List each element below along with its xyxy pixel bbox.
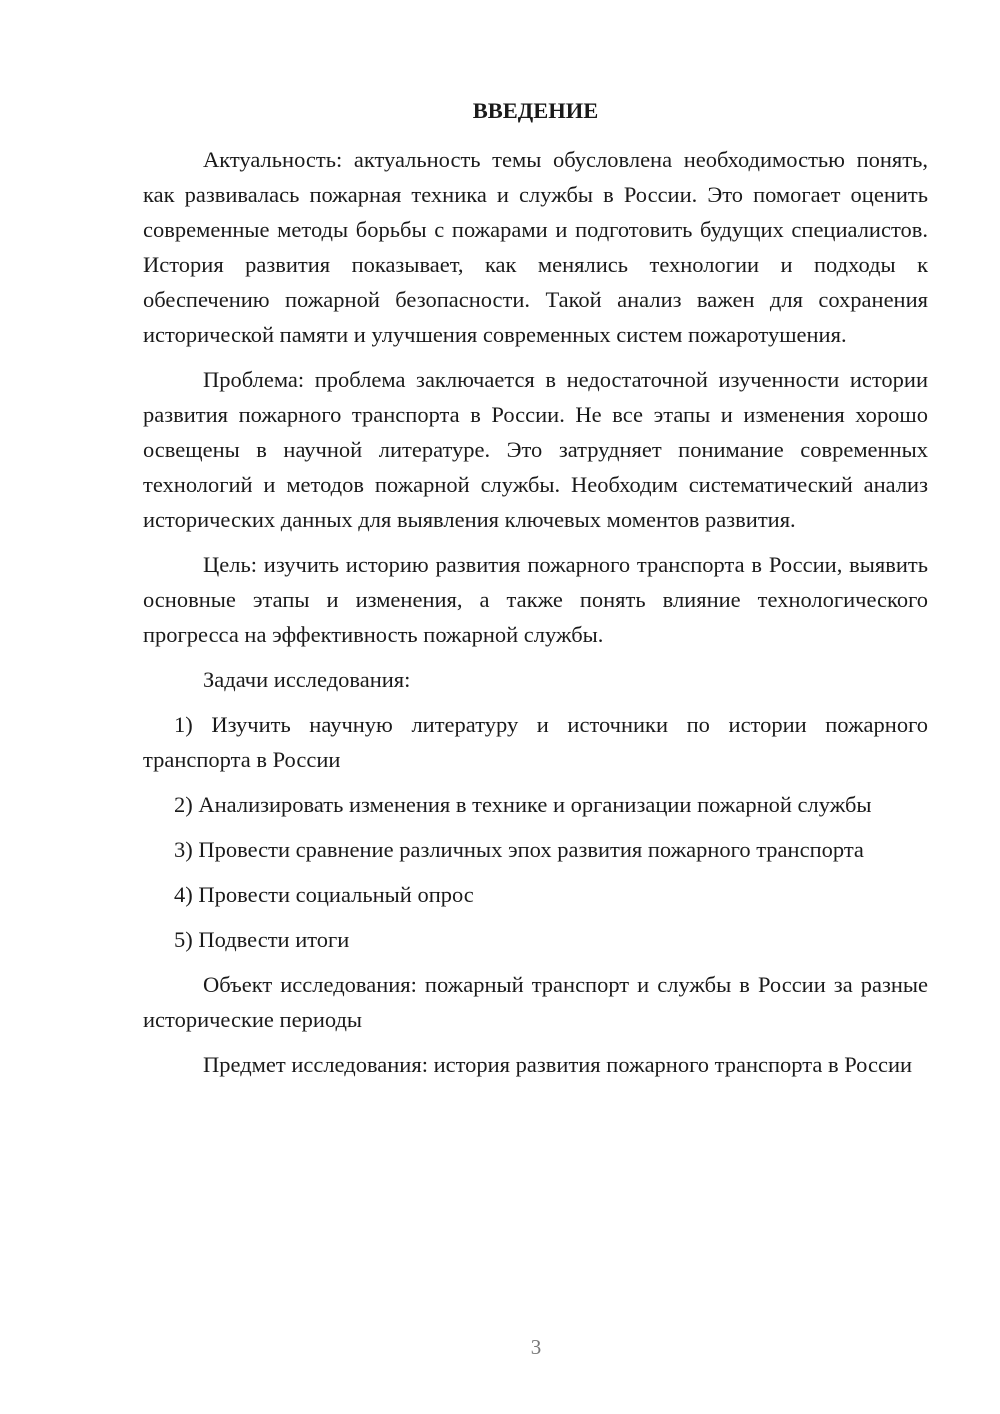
tasks-heading: Задачи исследования: [203, 667, 411, 692]
page-content [143, 96, 928, 1092]
page-title: ВВЕДЕНИЕ [472, 98, 599, 123]
list-item-task-5: 5) Подвести итоги [174, 927, 350, 952]
paragraph-subject: Предмет исследования: история развития пожарного транспорта в России [203, 1052, 913, 1077]
list-item-task-1: 1) Изучить научную литературу и источники по истории пожарного транспорта в России [143, 712, 928, 772]
page-number: 3 [530, 1335, 542, 1359]
list-item-task-2: 2) Анализировать изменения в технике и организации пожарной службы [174, 792, 872, 817]
list-item-task-4: 4) Провести социальный опрос [174, 882, 474, 907]
paragraph-object: Объект исследования: пожарный транспорт и службы в России за разные исторические периоды [143, 972, 928, 1032]
paragraph-problem: Проблема: проблема заключается в недостаточной изученности истории развития пожарного транспорта в России. Не все этапы и изменения хорошо освещены в научной литературе. Это затрудняет понимание современных технологий и методов пожарной службы. Необходим систематический анализ исторических данных для выявления ключевых моментов развития. [143, 367, 928, 532]
paragraph-goal: Цель: изучить историю развития пожарного транспорта в России, выявить основные этапы и изменения, а также понять влияние технологического прогресса на эффективность пожарной службы. [143, 552, 928, 647]
paragraph-relevance: Актуальность: актуальность темы обусловлена необходимостью понять, как развивалась пожарная техника и службы в России. Это помогает оценить современные методы борьбы с пожарами и подготовить будущих специалистов. История развития показывает, как менялись технологии и подходы к обеспечению пожарной безопасности. Такой анализ важен для сохранения исторической памяти и улучшения современных систем пожаротушения. [143, 147, 928, 347]
list-item-task-3: 3) Провести сравнение различных эпох развития пожарного транспорта [174, 837, 864, 862]
